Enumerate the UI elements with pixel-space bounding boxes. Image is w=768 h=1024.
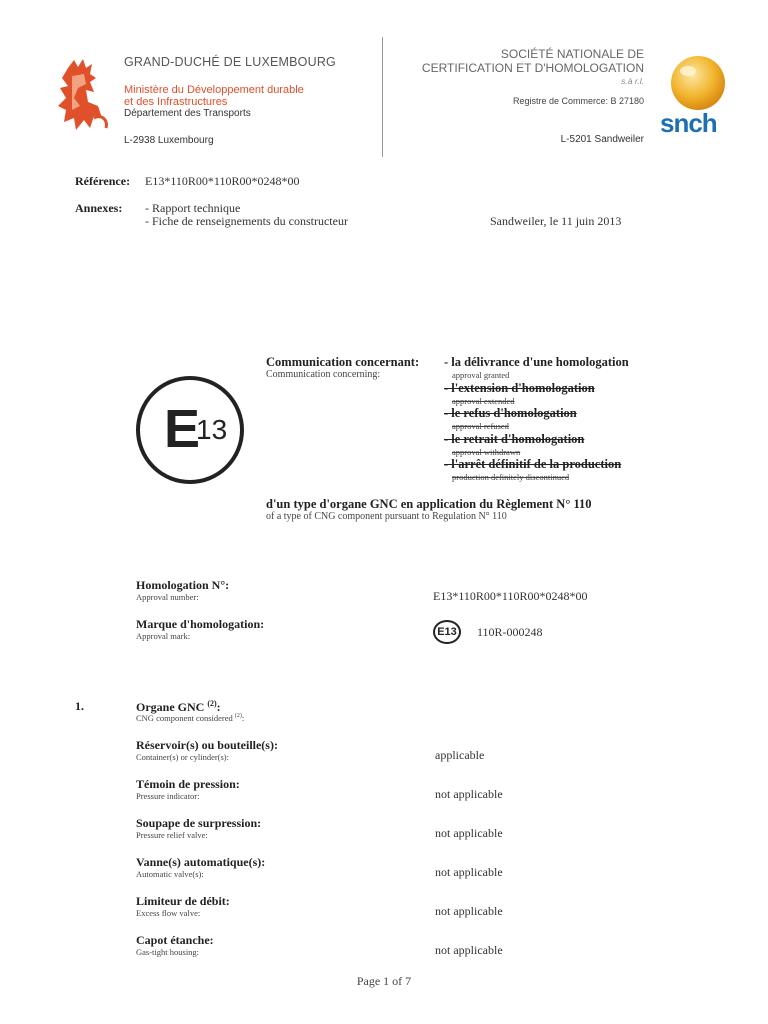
option-granted: - la délivrance d'une homologation (444, 355, 629, 369)
approval-mark-value: 110R-000248 (477, 625, 543, 639)
item-label-en: Gas-tight housing: (136, 947, 200, 957)
item-label-en: Excess flow valve: (136, 908, 201, 918)
right-address: L-5201 Sandweiler (560, 134, 644, 145)
item-value: not applicable (435, 826, 503, 840)
country-title: GRAND-DUCHÉ DE LUXEMBOURG (124, 55, 336, 69)
item-label-en: Container(s) or cylinder(s): (136, 752, 229, 762)
item-value: not applicable (435, 865, 503, 879)
component-type-en: of a type of CNG component pursuant to Regulation N° 110 (266, 511, 507, 522)
item-label-en: Automatic valve(s): (136, 869, 204, 879)
section-title-footnote: (2) (207, 699, 217, 708)
e13-emark (136, 376, 244, 484)
section-title-en (136, 713, 244, 723)
page-number: Page 1 of 7 (356, 974, 412, 988)
reference-value: E13*110R00*110R00*0248*00 (145, 174, 300, 188)
left-address: L-2938 Luxembourg (124, 135, 214, 146)
emark-letter: E (164, 399, 201, 459)
ministry-line-1: Ministère du Développement durable (124, 84, 304, 96)
approval-number-label-en: Approval number: (136, 592, 199, 602)
item-label: Témoin de pression: (136, 777, 240, 791)
option-extended: - l'extension d'homologation (444, 381, 595, 395)
approval-mark-label-en: Approval mark: (136, 631, 191, 641)
section-title-en-footnote: (2) (234, 713, 242, 720)
item-label: Réservoir(s) ou bouteille(s): (136, 738, 278, 752)
communication-label-en: Communication concerning: (266, 369, 381, 380)
component-type-fr: d'un type d'organe GNC en application du Règlement N° 110 (266, 497, 592, 511)
item-label: Limiteur de débit: (136, 894, 230, 908)
section-title-colon: : (216, 700, 221, 714)
option-refused-en: approval refused (452, 421, 509, 431)
approval-mark-label: Marque d'homologation: (136, 617, 265, 631)
ministry-line-2: et des Infrastructures (124, 96, 228, 108)
section-title-en-colon: : (241, 713, 245, 723)
snch-logo-icon (666, 55, 730, 111)
option-withdrawn-en: approval withdrawn (452, 447, 521, 457)
item-label: Capot étanche: (136, 933, 214, 947)
option-refused: - le refus d'homologation (444, 406, 577, 420)
emark-number: 13 (196, 414, 228, 445)
item-value: applicable (435, 748, 485, 762)
item-label-en: Pressure indicator: (136, 791, 200, 801)
snch-legal-form: s.à r.l. (621, 76, 644, 86)
item-label-en: Pressure relief valve: (136, 830, 208, 840)
item-value: not applicable (435, 904, 503, 918)
option-withdrawn: - le retrait d'homologation (444, 432, 585, 446)
annex-item: - Rapport technique (145, 201, 241, 215)
snch-registry: Registre de Commerce: B 27180 (512, 96, 644, 106)
section-title-en-text: CNG component considered (136, 713, 233, 723)
item-label: Vanne(s) automatique(s): (136, 855, 266, 869)
department: Département des Transports (124, 108, 251, 119)
communication-label-fr: Communication concernant: (266, 355, 420, 369)
snch-title-line-1: SOCIÉTÉ NATIONALE DE (500, 47, 644, 61)
item-label: Soupape de surpression: (136, 816, 262, 830)
item-value: not applicable (435, 943, 503, 957)
snch-logo-text: snch (660, 108, 717, 138)
option-extended-en: approval extended (452, 396, 515, 406)
section-title-text: Organe GNC (136, 700, 205, 714)
approval-number-label: Homologation N°: (136, 578, 230, 592)
annex-item: - Fiche de renseignements du constructeur (145, 214, 348, 228)
snch-title-line-2: CERTIFICATION ET D'HOMOLOGATION (421, 61, 644, 75)
luxembourg-lion-logo (50, 58, 112, 134)
approval-number-value: E13*110R00*110R00*0248*00 (433, 589, 588, 603)
reference-label: Référence: (75, 174, 131, 188)
option-discontinued-en: production definitely discontinued (452, 472, 570, 482)
section-number: 1. (75, 699, 84, 713)
option-granted-en: approval granted (452, 370, 510, 380)
date-line: Sandweiler, le 11 juin 2013 (490, 214, 622, 228)
option-discontinued: - l'arrêt définitif de la production (444, 457, 622, 471)
item-value: not applicable (435, 787, 503, 801)
annexes-label: Annexes: (75, 201, 123, 215)
small-emark: E13 (433, 620, 461, 644)
header-divider (382, 37, 383, 157)
